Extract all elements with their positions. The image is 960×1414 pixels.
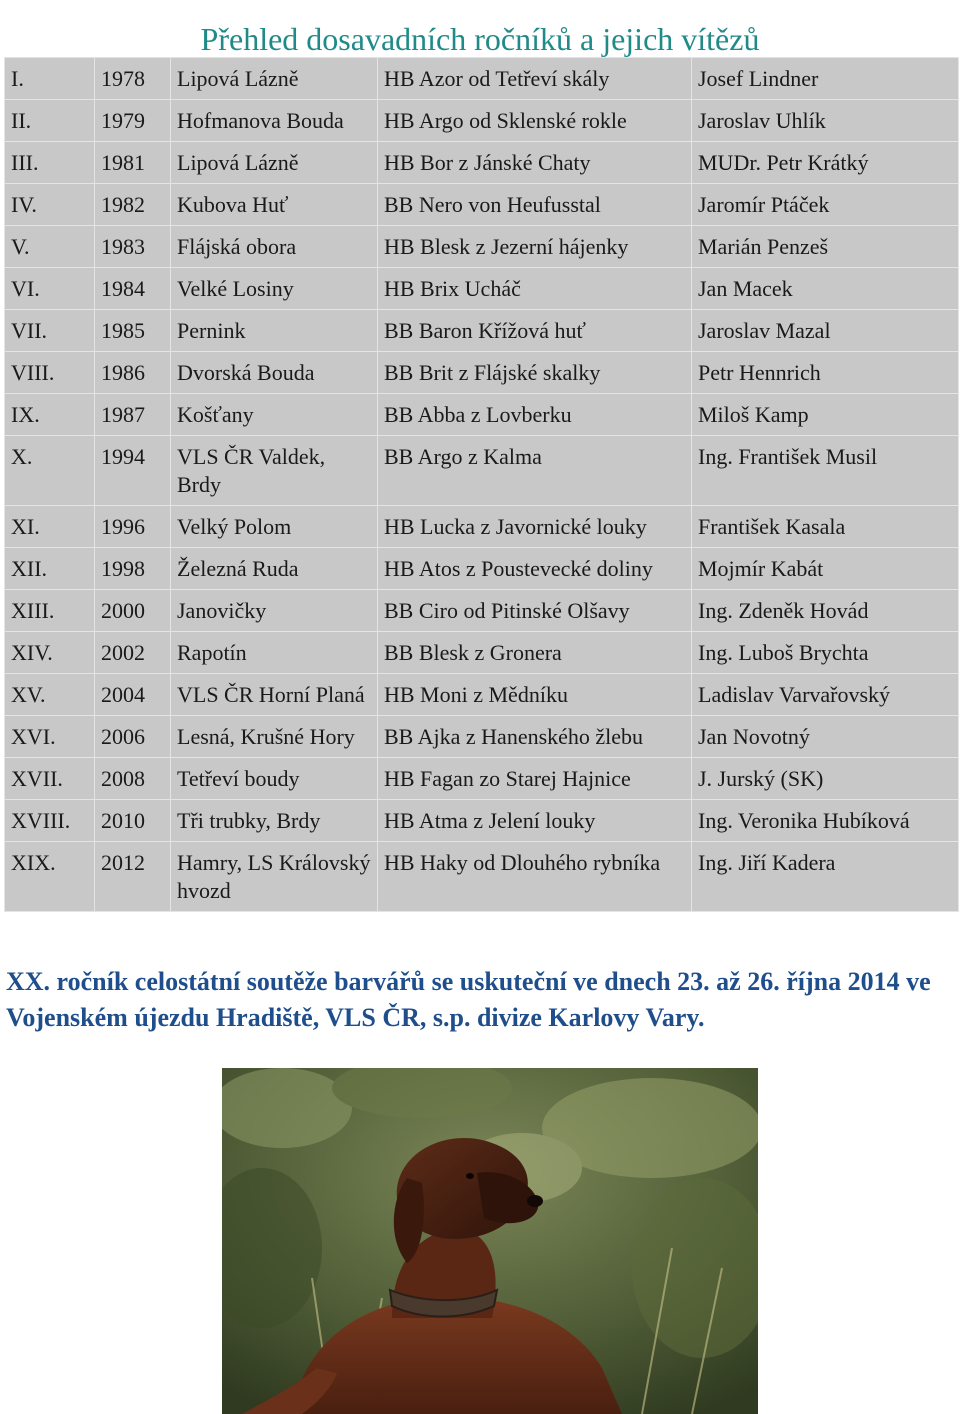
year-cell: 1998 — [95, 548, 171, 590]
winner-cell: Petr Hennrich — [692, 352, 959, 394]
dog-cell: HB Argo od Sklenské rokle — [378, 100, 692, 142]
round-cell: XIV. — [5, 632, 95, 674]
dog-cell: HB Blesk z Jezerní hájenky — [378, 226, 692, 268]
table-row — [5, 310, 959, 352]
dog-cell: HB Moni z Mědníku — [378, 674, 692, 716]
dog-cell: BB Ajka z Hanenského žlebu — [378, 716, 692, 758]
place-cell: Lesná, Krušné Hory — [171, 716, 378, 758]
winner-cell: Jaroslav Uhlík — [692, 100, 959, 142]
place-cell: Železná Ruda — [171, 548, 378, 590]
table-row — [5, 352, 959, 394]
dog-cell: HB Atma z Jelení louky — [378, 800, 692, 842]
year-cell: 1986 — [95, 352, 171, 394]
winner-cell: Jan Macek — [692, 268, 959, 310]
year-cell: 2006 — [95, 716, 171, 758]
dog-cell: HB Lucka z Javornické louky — [378, 506, 692, 548]
round-cell: VIII. — [5, 352, 95, 394]
dog-cell: BB Blesk z Gronera — [378, 632, 692, 674]
round-cell: XIII. — [5, 590, 95, 632]
place-cell: Flájská obora — [171, 226, 378, 268]
winner-cell: Jaroslav Mazal — [692, 310, 959, 352]
year-cell: 1994 — [95, 436, 171, 506]
round-cell: II. — [5, 100, 95, 142]
table-row — [5, 800, 959, 842]
place-cell: Pernink — [171, 310, 378, 352]
table-row — [5, 758, 959, 800]
place-cell: Tři trubky, Brdy — [171, 800, 378, 842]
dog-cell: HB Brix Ucháč — [378, 268, 692, 310]
winner-cell: Ing. Zdeněk Hovád — [692, 590, 959, 632]
dog-cell: BB Ciro od Pitinské Olšavy — [378, 590, 692, 632]
place-cell: Lipová Lázně — [171, 142, 378, 184]
year-cell: 1984 — [95, 268, 171, 310]
round-cell: XV. — [5, 674, 95, 716]
place-cell: Hamry, LS Královský hvozd — [171, 842, 378, 912]
year-cell: 2004 — [95, 674, 171, 716]
year-cell: 1987 — [95, 394, 171, 436]
winner-cell: MUDr. Petr Krátký — [692, 142, 959, 184]
place-cell: Košťany — [171, 394, 378, 436]
round-cell: XVII. — [5, 758, 95, 800]
place-cell: Velký Polom — [171, 506, 378, 548]
winner-cell: Josef Lindner — [692, 58, 959, 100]
round-cell: XI. — [5, 506, 95, 548]
table-row — [5, 184, 959, 226]
year-cell: 2000 — [95, 590, 171, 632]
round-cell: IX. — [5, 394, 95, 436]
table-row — [5, 226, 959, 268]
winner-cell: Marián Penzeš — [692, 226, 959, 268]
table-row — [5, 436, 959, 506]
place-cell: Janovičky — [171, 590, 378, 632]
table-row — [5, 674, 959, 716]
table-row — [5, 716, 959, 758]
place-cell: Kubova Huť — [171, 184, 378, 226]
round-cell: X. — [5, 436, 95, 506]
place-cell: Hofmanova Bouda — [171, 100, 378, 142]
winners-table — [4, 57, 959, 912]
winner-cell: Miloš Kamp — [692, 394, 959, 436]
year-cell: 2002 — [95, 632, 171, 674]
winner-cell: Jan Novotný — [692, 716, 959, 758]
year-cell: 1983 — [95, 226, 171, 268]
winner-cell: Ing. Jiří Kadera — [692, 842, 959, 912]
place-cell: VLS ČR Valdek, Brdy — [171, 436, 378, 506]
round-cell: XVI. — [5, 716, 95, 758]
year-cell: 1982 — [95, 184, 171, 226]
winner-cell: Jaromír Ptáček — [692, 184, 959, 226]
year-cell: 1981 — [95, 142, 171, 184]
dog-photo-illustration — [222, 1068, 758, 1414]
round-cell: VII. — [5, 310, 95, 352]
dog-cell: HB Bor z Jánské Chaty — [378, 142, 692, 184]
place-cell: Dvorská Bouda — [171, 352, 378, 394]
round-cell: I. — [5, 58, 95, 100]
dog-nose — [527, 1195, 543, 1207]
place-cell: VLS ČR Horní Planá — [171, 674, 378, 716]
table-row — [5, 58, 959, 100]
table-row — [5, 548, 959, 590]
year-cell: 1996 — [95, 506, 171, 548]
year-cell: 1979 — [95, 100, 171, 142]
winner-cell: Ing. František Musil — [692, 436, 959, 506]
year-cell: 2012 — [95, 842, 171, 912]
winner-cell: Ladislav Varvařovský — [692, 674, 959, 716]
dog-cell: BB Brit z Flájské skalky — [378, 352, 692, 394]
winner-cell: Ing. Luboš Brychta — [692, 632, 959, 674]
table-row — [5, 268, 959, 310]
page-title: Přehled dosavadních ročníků a jejich vítězů — [200, 21, 760, 58]
dog-cell: HB Fagan zo Starej Hajnice — [378, 758, 692, 800]
dog-cell: BB Nero von Heufusstal — [378, 184, 692, 226]
round-cell: III. — [5, 142, 95, 184]
place-cell: Velké Losiny — [171, 268, 378, 310]
dog-cell: HB Azor od Tetřeví skály — [378, 58, 692, 100]
dog-photo — [222, 1068, 758, 1414]
winner-cell: Ing. Veronika Hubíková — [692, 800, 959, 842]
place-cell: Rapotín — [171, 632, 378, 674]
table-row — [5, 842, 959, 912]
table-row — [5, 394, 959, 436]
round-cell: XIX. — [5, 842, 95, 912]
table-row — [5, 632, 959, 674]
year-cell: 1978 — [95, 58, 171, 100]
table-row — [5, 506, 959, 548]
announcement-text: XX. ročník celostátní soutěže barvářů se uskuteční ve dnech 23. až 26. října 2014 ve Vojenském újezdu Hradiště, VLS ČR, s.p. divize Karlovy Vary. — [6, 967, 931, 1032]
year-cell: 1985 — [95, 310, 171, 352]
winner-cell: J. Jurský (SK) — [692, 758, 959, 800]
round-cell: VI. — [5, 268, 95, 310]
dog-cell: BB Abba z Lovberku — [378, 394, 692, 436]
dog-cell: HB Haky od Dlouhého rybníka — [378, 842, 692, 912]
table-row — [5, 100, 959, 142]
dog-eye — [466, 1173, 474, 1179]
place-cell: Lipová Lázně — [171, 58, 378, 100]
round-cell: XII. — [5, 548, 95, 590]
year-cell: 2010 — [95, 800, 171, 842]
table-row — [5, 142, 959, 184]
place-cell: Tetřeví boudy — [171, 758, 378, 800]
dog-cell: BB Argo z Kalma — [378, 436, 692, 506]
round-cell: XVIII. — [5, 800, 95, 842]
dog-cell: BB Baron Křížová huť — [378, 310, 692, 352]
round-cell: V. — [5, 226, 95, 268]
winner-cell: Mojmír Kabát — [692, 548, 959, 590]
winner-cell: František Kasala — [692, 506, 959, 548]
dog-cell: HB Atos z Poustevecké doliny — [378, 548, 692, 590]
year-cell: 2008 — [95, 758, 171, 800]
table-row — [5, 590, 959, 632]
round-cell: IV. — [5, 184, 95, 226]
